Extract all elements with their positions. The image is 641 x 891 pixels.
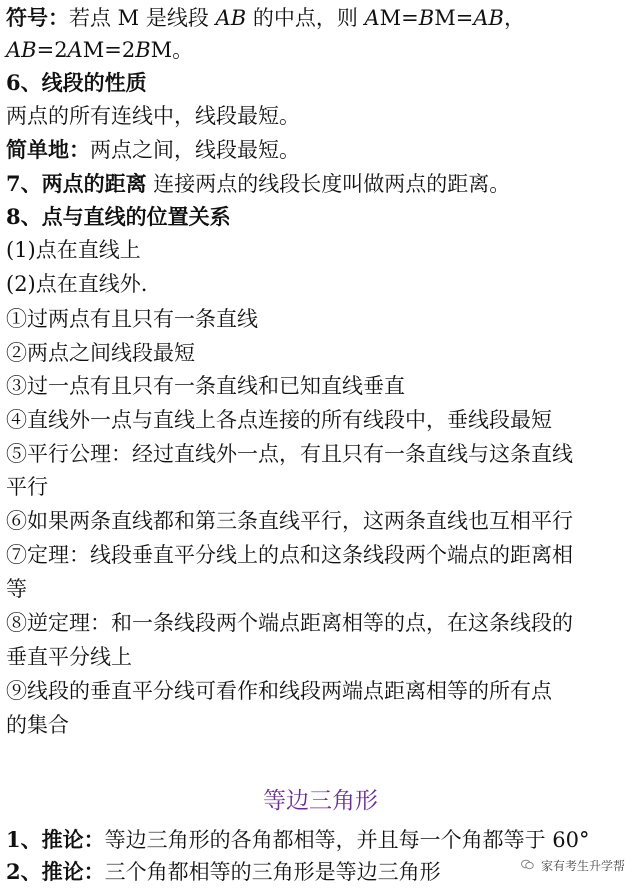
text-line: ②两点之间线段最短 bbox=[6, 341, 195, 365]
text-line: ①过两点有且只有一条直线 bbox=[6, 307, 258, 331]
var-A: A bbox=[67, 38, 83, 62]
text-line: 等 bbox=[6, 577, 27, 601]
label-simply: 简单地： bbox=[6, 137, 90, 162]
wechat-icon bbox=[521, 859, 538, 873]
text-line: ⑨线段的垂直平分线可看作和线段两端点距离相等的所有点 bbox=[6, 679, 552, 703]
var-AB: AB bbox=[6, 38, 37, 62]
text-line: 两点的所有连线中，线段最短。 bbox=[6, 104, 300, 128]
text: M= bbox=[379, 6, 419, 30]
text-line: (2)点在直线外. bbox=[6, 272, 148, 296]
text: M=2 bbox=[82, 38, 136, 62]
text-line: 垂直平分线上 bbox=[6, 645, 132, 669]
line-distance bbox=[6, 170, 637, 198]
text-line: 平行 bbox=[6, 475, 48, 499]
var-A: A bbox=[364, 6, 380, 30]
heading-segment-properties: 6、线段的性质 bbox=[6, 70, 147, 95]
text-line: ⑤平行公理：经过直线外一点，有且只有一条直线与这条直线 bbox=[6, 442, 573, 466]
text: 两点之间，线段最短。 bbox=[90, 138, 300, 162]
text: 连接两点的线段长度叫做两点的距离。 bbox=[146, 172, 511, 196]
line-symbol-def bbox=[6, 4, 637, 32]
text-line: ⑦定理：线段垂直平分线上的点和这条线段两个端点的距离相 bbox=[6, 543, 573, 567]
text: M。 bbox=[150, 38, 194, 62]
label-symbol: 符号： bbox=[6, 5, 69, 30]
watermark bbox=[519, 857, 627, 874]
text-line: ④直线外一点与直线上各点连接的所有线段中，垂线段最短 bbox=[6, 408, 552, 432]
var-AB: AB bbox=[215, 6, 247, 30]
line-symbol-eq bbox=[6, 36, 637, 64]
text-line: ③过一点有且只有一条直线和已知直线垂直 bbox=[6, 374, 405, 398]
line-simply bbox=[6, 136, 637, 164]
text: 的中点，则 bbox=[246, 6, 365, 30]
watermark-text: 家有考生升学帮 bbox=[540, 859, 625, 873]
var-B: B bbox=[135, 38, 151, 62]
text: 若点 M 是线段 bbox=[69, 6, 216, 30]
heading-point-line-relation: 8、点与直线的位置关系 bbox=[6, 204, 231, 229]
text-line: 的集合 bbox=[6, 713, 69, 737]
text: =2 bbox=[36, 38, 68, 62]
section-title: 等边三角形 bbox=[263, 788, 378, 814]
var-AB: AB bbox=[473, 6, 504, 30]
label-corollary: 2、推论： bbox=[6, 859, 105, 884]
text-line: (1)点在直线上 bbox=[6, 238, 141, 262]
label-distance: 7、两点的距离 bbox=[6, 171, 147, 196]
text: M= bbox=[434, 6, 474, 30]
text-line: ⑥如果两条直线都和第三条直线平行，这两条直线也互相平行 bbox=[6, 509, 573, 533]
label-corollary: 1、推论： bbox=[6, 827, 105, 852]
text: ， bbox=[503, 6, 525, 30]
text: 等边三角形的各角都相等，并且每一个角都等于 60° bbox=[104, 828, 590, 852]
text: 三个角都相等的三角形是等边三角形 bbox=[104, 860, 441, 884]
var-B: B bbox=[418, 6, 435, 30]
text-line: ⑧逆定理：和一条线段两个端点距离相等的点，在这条线段的 bbox=[6, 611, 573, 635]
line-corollary-1 bbox=[6, 826, 637, 854]
